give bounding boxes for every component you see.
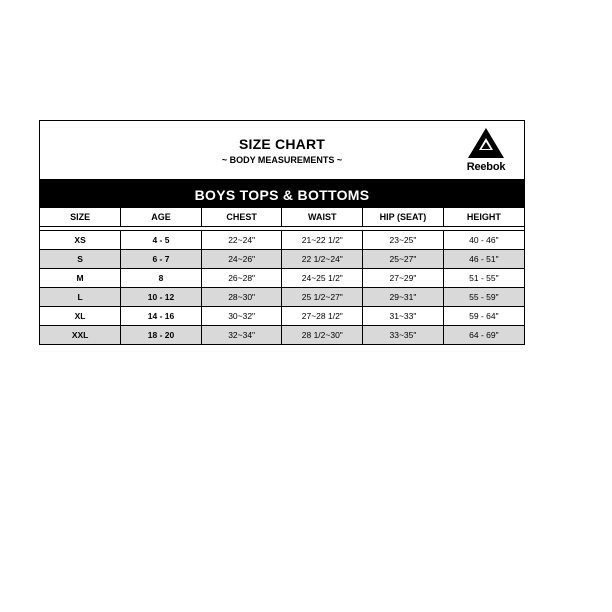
table-cell: 40 - 46" xyxy=(443,231,524,250)
table-cell: 10 - 12 xyxy=(121,288,202,307)
table-cell: 8 xyxy=(121,269,202,288)
column-header: SIZE xyxy=(40,208,121,227)
size-table xyxy=(40,208,524,344)
section-title: BOYS TOPS & BOTTOMS xyxy=(40,180,524,208)
brand-logo xyxy=(460,127,512,175)
table-cell: 31~33" xyxy=(363,307,444,326)
table-cell: 25~27" xyxy=(363,250,444,269)
chart-subtitle: ~ BODY MEASUREMENTS ~ xyxy=(221,155,343,165)
table-cell: 27~28 1/2" xyxy=(282,307,363,326)
table-cell: 22 1/2~24" xyxy=(282,250,363,269)
table-row xyxy=(40,307,524,326)
table-cell: 18 - 20 xyxy=(121,326,202,345)
chart-header xyxy=(40,121,524,180)
table-cell: 14 - 16 xyxy=(121,307,202,326)
table-cell: S xyxy=(40,250,121,269)
table-cell: 24~26" xyxy=(201,250,282,269)
column-header: CHEST xyxy=(201,208,282,227)
table-cell: XL xyxy=(40,307,121,326)
table-cell: 30~32" xyxy=(201,307,282,326)
table-cell: 55 - 59" xyxy=(443,288,524,307)
table-cell: XS xyxy=(40,231,121,250)
brand-name: Reebok xyxy=(466,161,506,173)
table-cell: 25 1/2~27" xyxy=(282,288,363,307)
table-cell: 32~34" xyxy=(201,326,282,345)
column-header: HEIGHT xyxy=(443,208,524,227)
table-cell: XXL xyxy=(40,326,121,345)
table-row xyxy=(40,231,524,250)
table-cell: 29~31" xyxy=(363,288,444,307)
table-cell: 46 - 51" xyxy=(443,250,524,269)
table-cell: 51 - 55" xyxy=(443,269,524,288)
table-cell: M xyxy=(40,269,121,288)
table-cell: 22~24" xyxy=(201,231,282,250)
table-cell: 64 - 69" xyxy=(443,326,524,345)
table-row xyxy=(40,288,524,307)
table-cell: 28~30" xyxy=(201,288,282,307)
table-row xyxy=(40,326,524,345)
column-header: AGE xyxy=(121,208,202,227)
table-row xyxy=(40,250,524,269)
table-cell: 23~25" xyxy=(363,231,444,250)
table-cell: L xyxy=(40,288,121,307)
size-chart xyxy=(39,120,525,345)
table-cell: 59 - 64" xyxy=(443,307,524,326)
chart-title: SIZE CHART xyxy=(239,136,325,152)
table-cell: 28 1/2~30" xyxy=(282,326,363,345)
table-row xyxy=(40,269,524,288)
column-header: HIP (SEAT) xyxy=(363,208,444,227)
table-cell: 6 - 7 xyxy=(121,250,202,269)
table-cell: 21~22 1/2" xyxy=(282,231,363,250)
table-cell: 27~29" xyxy=(363,269,444,288)
table-cell: 33~35" xyxy=(363,326,444,345)
table-cell: 24~25 1/2" xyxy=(282,269,363,288)
table-header-row xyxy=(40,208,524,227)
column-header: WAIST xyxy=(282,208,363,227)
table-cell: 26~28" xyxy=(201,269,282,288)
table-cell: 4 - 5 xyxy=(121,231,202,250)
delta-logo-icon xyxy=(467,127,505,159)
